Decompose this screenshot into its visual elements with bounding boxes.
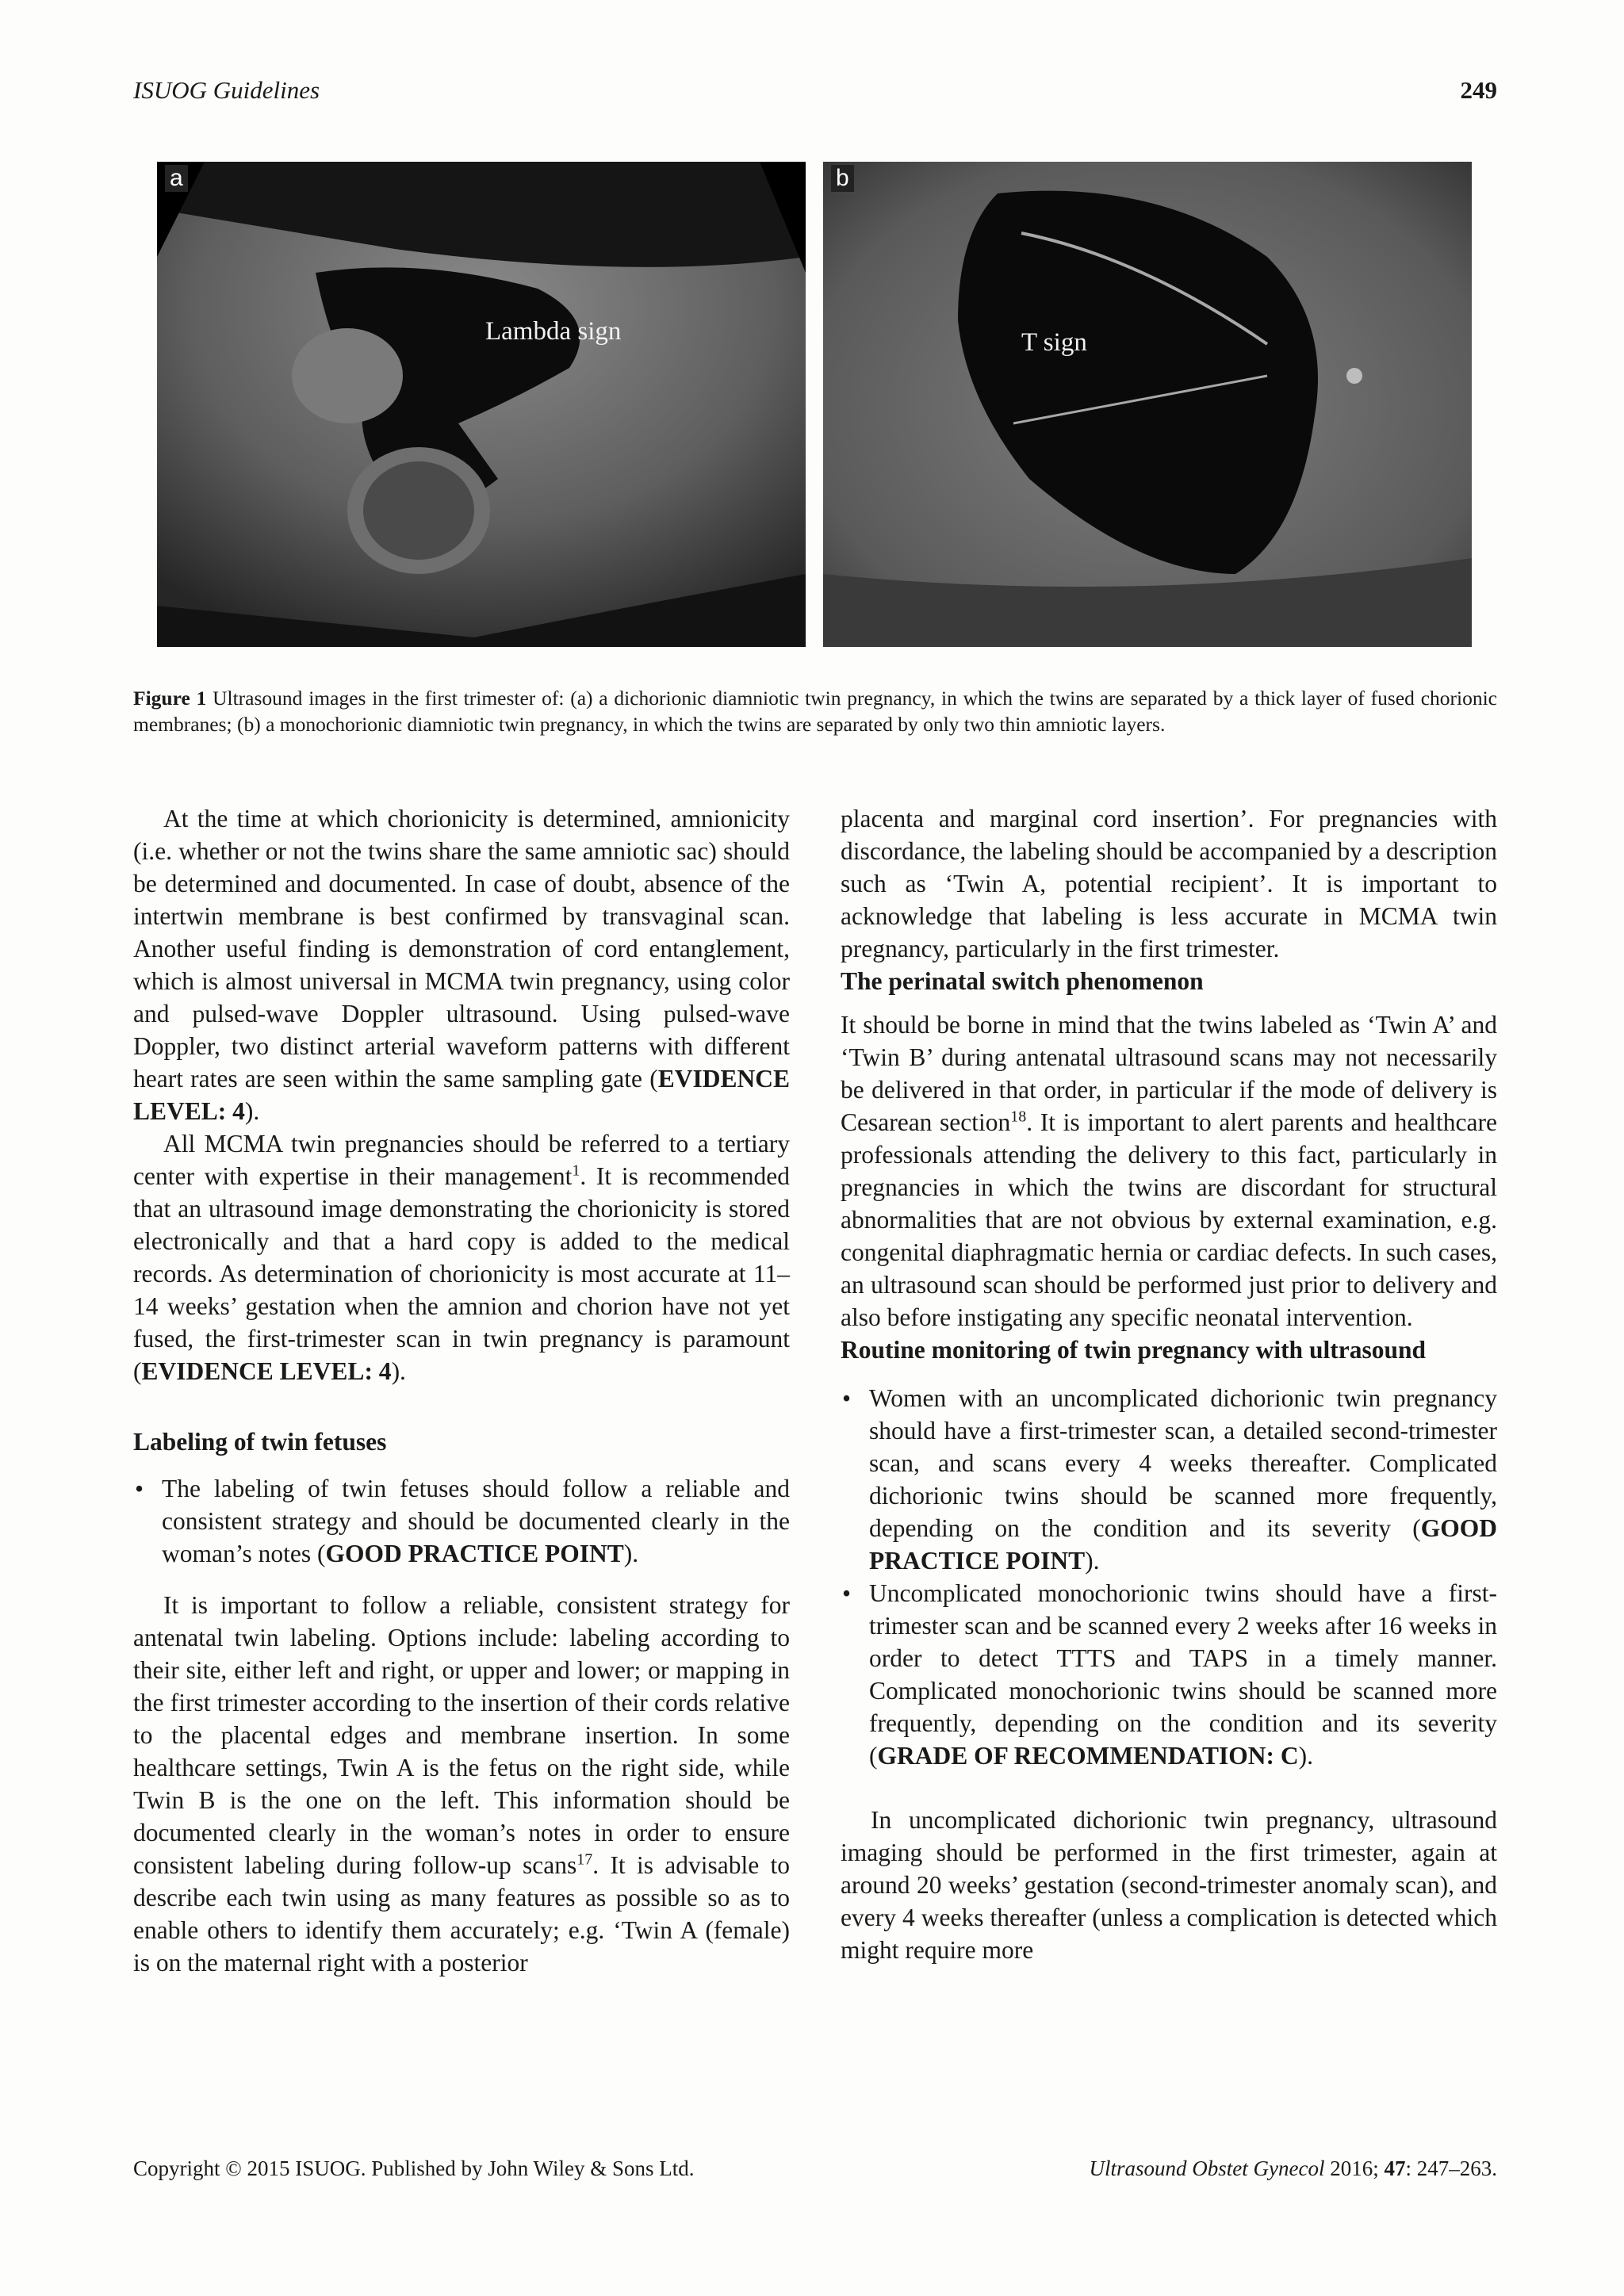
figure-panel-b	[823, 162, 1472, 647]
ultrasound-image-a	[157, 162, 806, 647]
figure-caption-text: Ultrasound images in the first trimester of: (a) a dichorionic diamniotic twin pregnancy, in which the twins are separated by a thick layer of fused chorionic membranes; (b) a monochorionic diamniotic twin pregnancy, in which the twins are separated by only two thin amniotic layers.	[133, 687, 1497, 736]
paragraph: It should be borne in mind that the twins labeled as ‘Twin A’ and ‘Twin B’ during antenatal ultrasound scans may not necessarily be delivered in that order, in particular if the mode of delivery is Cesarean section$^{18}$. It is important to alert parents and healthcare professionals attending the delivery to this fact, particularly in pregnancies in which the twins are discordant for structural abnormalities that are not obvious by external examination, e.g. congenital diaphragmatic hernia or cardiac defects. In such cases, an ultrasound scan should be performed just prior to delivery and also before instigating any specific neonatal intervention.	[841, 1011, 1497, 1331]
panel-letter-b: b	[831, 165, 854, 192]
left-column	[133, 802, 790, 1979]
recommendation-list	[841, 1382, 1497, 1772]
running-header: ISUOG Guidelines	[133, 76, 320, 104]
section-heading: Routine monitoring of twin pregnancy with ultrasound	[841, 1336, 1427, 1364]
lambda-sign-label: Lambda sign	[485, 317, 622, 346]
paragraph: It is important to follow a reliable, consistent strategy for antenatal twin labeling. Options include: labeling according to their site, either left and right, or upper and lower; or mapping in the first trimester according to the insertion of their cords relative to the placental edges and membrane insertion. In some healthcare settings, Twin A is the fetus on the right side, while Twin B is the one on the left. This information should be documented clearly in the woman’s notes in order to ensure consistent labeling during follow-up scans$^{17}$. It is advisable to describe each twin using as many features as possible so as to enable others to identify them accurately; e.g. ‘Twin A (female) is on the maternal right with a posterior	[133, 1591, 790, 1976]
list-item: • Women with an uncomplicated dichorionic twin pregnancy should have a first-trimester scan, a detailed second-trimester scan, and scans every 4 weeks thereafter. Complicated dichorionic twins should be scanned more frequently, depending on the condition and its severity (GOOD PRACTICE POINT).	[841, 1382, 1497, 1577]
figure-panel-a	[157, 162, 806, 647]
ultrasound-image-b	[823, 162, 1472, 647]
figure-caption-lead: Figure 1	[133, 687, 207, 710]
paragraph: All MCMA twin pregnancies should be referred to a tertiary center with expertise in their management$^1$. It is recommended that an ultrasound image demonstrating the chorionicity is stored electronically and that a hard copy is added to the medical records. As determination of chorionicity is most accurate at 11–14 weeks’ gestation when the amnion and chorion have not yet fused, the first-trimester scan in twin pregnancy is paramount (EVIDENCE LEVEL: 4).	[133, 1130, 790, 1385]
page-number: 249	[1460, 76, 1497, 104]
section-heading: The perinatal switch phenomenon	[841, 967, 1204, 995]
panel-letter-a: a	[165, 165, 188, 192]
paragraph: In uncomplicated dichorionic twin pregnancy, ultrasound imaging should be performed in the first trimester, again at around 20 weeks’ gestation (second-trimester anomaly scan), and every 4 weeks thereafter (unless a complication is detected which might require more	[841, 1806, 1497, 1964]
recommendation-list	[133, 1472, 790, 1570]
citation-footer: Ultrasound Obstet Gynecol 2016; 47: 247–263.	[1089, 2156, 1497, 2180]
t-sign-label: T sign	[1021, 328, 1087, 357]
list-item: • Uncomplicated monochorionic twins should have a first-trimester scan and be scanned every 2 weeks after 16 weeks in order to detect TTTS and TAPS in a timely manner. Complicated monochorionic twins should be scanned more frequently, depending on the condition and its severity (GRADE OF RECOMMENDATION: C).	[841, 1577, 1497, 1772]
copyright-footer: Copyright © 2015 ISUOG. Published by John Wiley & Sons Ltd.	[133, 2156, 695, 2180]
paragraph: placenta and marginal cord insertion’. For pregnancies with discordance, the labeling should be accompanied by a description such as ‘Twin A, potential recipient’. It is important to acknowledge that labeling is less accurate in MCMA twin pregnancy, particularly in the first trimester.	[841, 805, 1497, 962]
paragraph: At the time at which chorionicity is determined, amnionicity (i.e. whether or not the twins share the same amniotic sac) should be determined and documented. In case of doubt, absence of the intertwin membrane is best confirmed by transvaginal scan. Another useful finding is demonstration of cord entanglement, which is almost universal in MCMA twin pregnancy, using color and pulsed-wave Doppler ultrasound. Using pulsed-wave Doppler, two distinct arterial waveform patterns with different heart rates are seen within the same sampling gate (EVIDENCE LEVEL: 4).	[133, 805, 790, 1125]
section-heading: Labeling of twin fetuses	[133, 1428, 387, 1456]
list-item: • The labeling of twin fetuses should follow a reliable and consistent strategy and should be documented clearly in the woman’s notes (GOOD PRACTICE POINT).	[133, 1472, 790, 1570]
right-column	[841, 802, 1497, 1966]
figure-caption	[133, 685, 1497, 737]
